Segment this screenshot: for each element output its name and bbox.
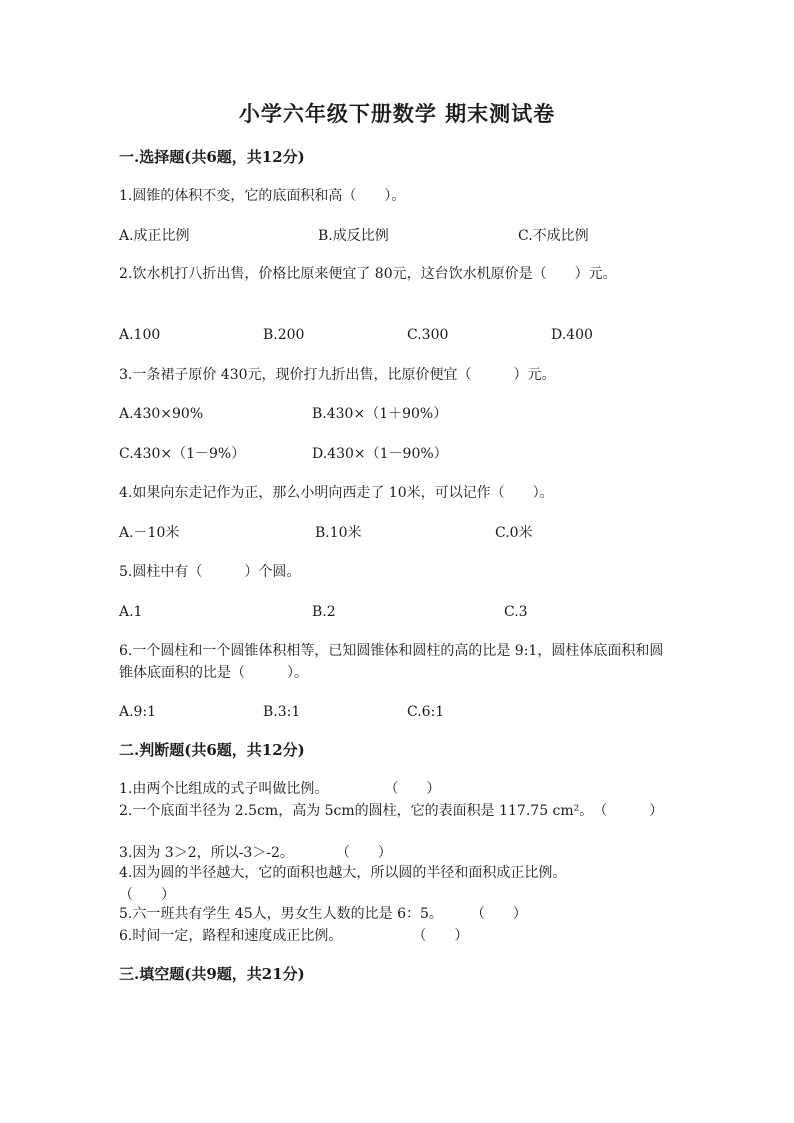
option-2a: A.100	[119, 327, 161, 343]
option-5c: C.3	[504, 604, 528, 620]
judgment-item-2: 2.一个底面半径为 2.5cm，高为 5cm的圆柱，它的表面积是 117.75 cm²。 （ ）	[119, 803, 664, 819]
option-1b: B.成反比例	[318, 228, 389, 244]
option-2c: C.300	[407, 327, 449, 343]
option-4b: B.10米	[315, 525, 362, 541]
option-6c: C.6:1	[407, 704, 445, 720]
judgment-item-1: 1.由两个比组成的式子叫做比例。 （ ）	[119, 781, 441, 797]
judgment-item-6: 6.时间一定，路程和速度成正比例。 （ ）	[119, 928, 469, 944]
option-6a: A.9:1	[119, 704, 157, 720]
option-5b: B.2	[312, 604, 336, 620]
question-1: 1.圆锥的体积不变，它的底面积和高（ ）。	[119, 188, 406, 204]
option-3a: A.430×90%	[119, 406, 204, 422]
option-5a: A.1	[119, 604, 143, 620]
question-3: 3.一条裙子原价 430元，现价打九折出售，比原价便宜（ ）元。	[119, 367, 556, 383]
page-title: 小学六年级下册数学 期末测试卷	[238, 101, 556, 126]
option-4c: C.0米	[495, 525, 533, 541]
question-5: 5.圆柱中有（ ）个圆。	[119, 564, 301, 580]
judgment-item-5: 5.六一班共有学生 45人，男女生人数的比是 6：5。 （ ）	[119, 906, 527, 922]
question-4: 4.如果向东走记作为正，那么小明向西走了 10米，可以记作（ ）。	[119, 485, 554, 501]
option-1a: A.成正比例	[119, 228, 190, 244]
judgment-item-4: 4.因为圆的半径越大，它的面积也越大，所以圆的半径和面积成正比例。 （ ）	[119, 865, 658, 903]
option-2d: D.400	[551, 327, 593, 343]
option-2b: B.200	[263, 327, 305, 343]
question-6: 6.一个圆柱和一个圆锥体积相等，已知圆锥体和圆柱的高的比是 9:1，圆柱体底面积和圆锥体底面积的比是（ ）。	[119, 643, 664, 681]
section-heading-fill: 三.填空题(共9题，共21分)	[119, 965, 305, 983]
option-3d: D.430×（1－90%）	[312, 446, 448, 462]
option-1c: C.不成比例	[518, 228, 589, 244]
option-3b: B.430×（1＋90%）	[312, 406, 448, 422]
option-6b: B.3:1	[263, 704, 301, 720]
judgment-item-3: 3.因为 3＞2，所以-3＞-2。 （ ）	[119, 845, 392, 861]
option-3c: C.430×（1－9%）	[119, 446, 246, 462]
section-heading-choice: 一.选择题(共6题，共12分)	[119, 148, 305, 166]
section-heading-judgment: 二.判断题(共6题，共12分)	[119, 741, 305, 759]
question-2: 2.饮水机打八折出售，价格比原来便宜了 80元，这台饮水机原价是（ ）元。	[119, 266, 617, 282]
option-4a: A.－10米	[119, 525, 180, 541]
